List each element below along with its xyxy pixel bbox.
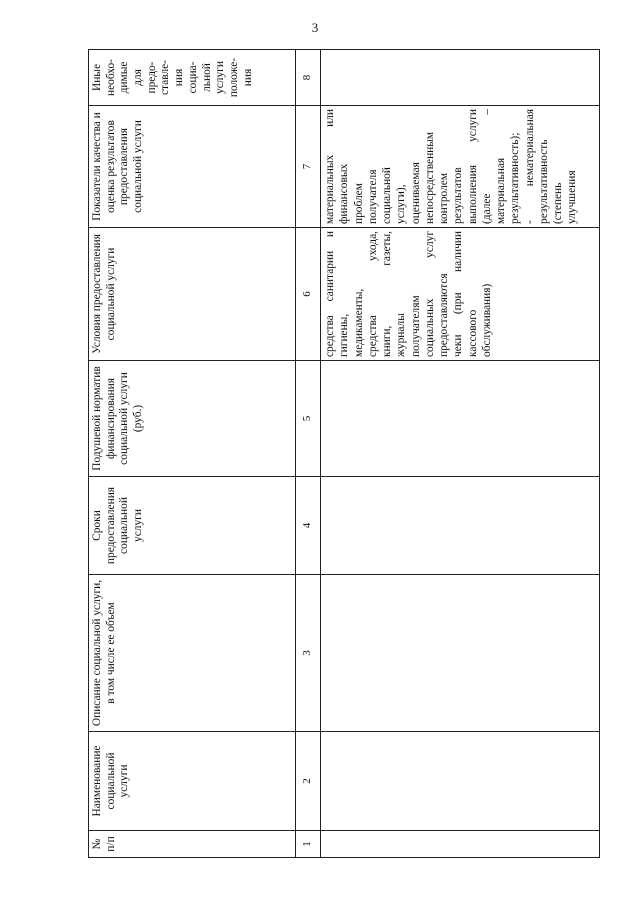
- quality-text-line-word: оцениваемая: [409, 162, 422, 224]
- header-row: [89, 50, 296, 858]
- conditions-text-line-word: чеки: [452, 334, 465, 357]
- conditions-text-line-word: и: [324, 231, 336, 238]
- conditions-text-line-word: предоставляются: [438, 273, 450, 357]
- social-services-table: [88, 49, 600, 858]
- conditions-text-line: [423, 231, 437, 357]
- cell-service-name: [321, 732, 600, 831]
- header-cell-service-name: Наименование социальной услуги: [89, 732, 296, 831]
- header-cell-other-provisions: Иные необхо-димые для предо-ставле-ния социа-льной услуги положе-ния: [89, 50, 296, 106]
- quality-text-line-word: (степень: [552, 182, 564, 224]
- conditions-text-line-word: кассового: [466, 309, 479, 357]
- quality-text-line-word: (далее: [480, 193, 493, 224]
- rotated-table-wrapper: [88, 50, 600, 858]
- quality-text-line-word: –: [480, 109, 493, 115]
- quality-text-line-word: нематериальная: [523, 109, 536, 187]
- quality-text-line-word: улучшения: [566, 170, 579, 224]
- quality-text-line-word: результатов: [452, 167, 465, 224]
- conditions-text-line-word: средства: [366, 315, 379, 357]
- conditions-text-line: [480, 231, 494, 357]
- conditions-text-line-word: гигиены,: [338, 313, 351, 357]
- header-cell-conditions: Условия предоставления социальной услуги: [89, 228, 296, 361]
- quality-text-line: [409, 109, 423, 224]
- quality-text-line: [437, 109, 451, 224]
- quality-text-line-word: контролем: [438, 172, 450, 224]
- quality-text-line-word: социальной: [381, 167, 393, 224]
- conditions-text-line: [352, 231, 366, 357]
- conditions-text-line-word: наличии: [452, 231, 465, 272]
- conditions-text-line: [366, 231, 380, 357]
- quality-text-line-word: -: [523, 220, 536, 224]
- column-number: 4: [296, 477, 321, 575]
- cell-conditions: [321, 228, 600, 361]
- conditions-text-line-word: средства: [324, 315, 336, 357]
- quality-text-line-word: или: [324, 109, 336, 127]
- quality-text-line-word: материальная: [495, 157, 507, 224]
- header-cell-funding-norm: Подушевой норматив финансирования социальной услуги (руб.): [89, 361, 296, 477]
- quality-text-line: [480, 109, 494, 224]
- quality-text-line: [366, 109, 380, 224]
- quality-text-line: [537, 109, 551, 224]
- column-number: 6: [296, 228, 321, 361]
- quality-text-line: [380, 109, 394, 224]
- column-number-row: [296, 50, 321, 858]
- column-number: 2: [296, 732, 321, 831]
- quality-text-line-word: получателя: [366, 169, 379, 224]
- quality-text-line: [451, 109, 465, 224]
- header-cell-description: Описание социальной услуги, в том числе ее объем: [89, 575, 296, 732]
- column-number: 1: [296, 831, 321, 858]
- conditions-text-line: [337, 231, 351, 357]
- conditions-text-line: [323, 231, 337, 357]
- quality-text-line: [394, 109, 408, 224]
- quality-text-line: [352, 109, 366, 224]
- conditions-text-line: [380, 231, 394, 357]
- column-number: 3: [296, 575, 321, 732]
- column-number: 5: [296, 361, 321, 477]
- quality-text-line: [523, 109, 537, 224]
- header-cell-number: № п/п: [89, 831, 296, 858]
- cell-other-provisions: [321, 50, 600, 106]
- quality-text-line-word: проблем: [352, 183, 365, 224]
- page-number: 3: [311, 20, 319, 35]
- quality-text-line-word: непосредственным: [423, 131, 436, 224]
- quality-text-line-word: услуги: [466, 109, 479, 142]
- quality-text-line: [323, 109, 337, 224]
- cell-terms: [321, 477, 600, 575]
- column-number: 8: [296, 50, 321, 106]
- conditions-text-line-word: получателям: [409, 295, 422, 357]
- column-number: 7: [296, 106, 321, 228]
- quality-text-line-word: финансовых: [338, 163, 351, 224]
- conditions-text-line-word: социальных: [423, 298, 436, 357]
- quality-text-line-word: выполнения: [466, 165, 479, 224]
- table-row: [321, 50, 600, 858]
- quality-text-line: [565, 109, 579, 224]
- conditions-text-line: [437, 231, 451, 357]
- conditions-text-line-word: (при: [452, 292, 465, 315]
- quality-text-line-word: услуги),: [395, 184, 408, 224]
- conditions-text-line: [451, 231, 465, 357]
- conditions-text-line-word: книги,: [381, 325, 393, 357]
- header-cell-terms: Сроки предоставления социальной услуги: [89, 477, 296, 575]
- conditions-text-line: [394, 231, 408, 357]
- conditions-text-line-word: санитарии: [324, 250, 336, 302]
- conditions-text-line-word: ухода,: [366, 231, 379, 262]
- quality-text-line: [508, 109, 522, 224]
- conditions-text-line: [466, 231, 480, 357]
- conditions-text-line: [409, 231, 423, 357]
- conditions-text-line-word: газеты,: [381, 231, 393, 266]
- quality-text-line-word: результативность: [537, 139, 550, 224]
- quality-text-line-word: результативность);: [509, 132, 522, 224]
- quality-text-line: [466, 109, 480, 224]
- conditions-text-line-word: услуг: [423, 231, 436, 258]
- quality-text-line: [551, 109, 565, 224]
- cell-description: [321, 575, 600, 732]
- quality-text-line: [494, 109, 508, 224]
- quality-text-line-word: материальных: [324, 154, 336, 224]
- header-cell-quality-indicators: Показатели качества и оценка результатов предоставления социальной услуги: [89, 106, 296, 228]
- quality-text-line: [337, 109, 351, 224]
- cell-number: [321, 831, 600, 858]
- cell-quality-indicators: [321, 106, 600, 228]
- conditions-text-line-word: медикаменты,: [352, 288, 365, 357]
- conditions-text-line-word: обслуживания): [480, 283, 493, 357]
- quality-text-line: [423, 109, 437, 224]
- conditions-text-line-word: журналы: [395, 313, 408, 357]
- cell-funding-norm: [321, 361, 600, 477]
